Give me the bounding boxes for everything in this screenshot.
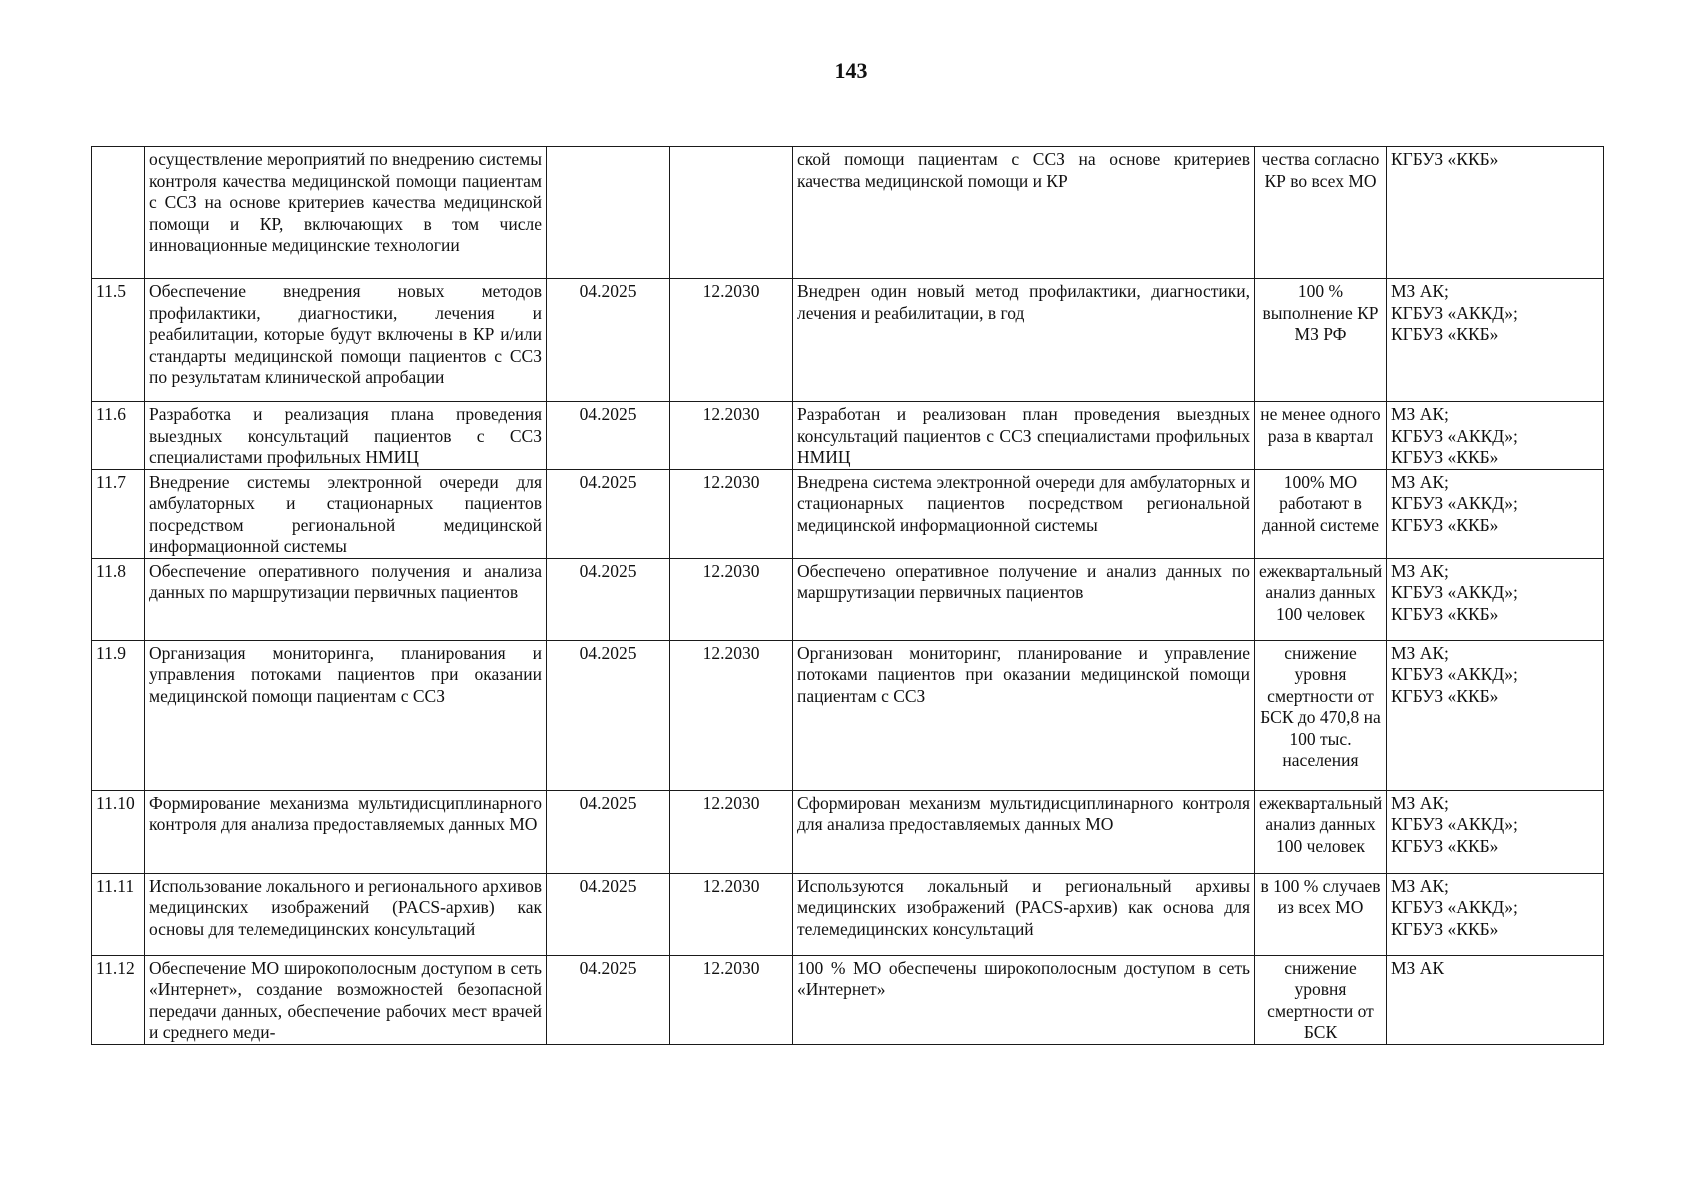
table-row [92,640,1604,790]
end-date: 12.2030 [670,558,793,640]
table-row [92,402,1604,470]
row-number: 11.5 [92,279,145,402]
expected-result: ской помощи пациентам с ССЗ на основе критериев качества медицинской помощи и КР [793,147,1255,279]
table-row [92,873,1604,955]
responsible-organization: КГБУЗ «ККБ» [1391,514,1499,535]
measure-description: Формирование механизма мультидисциплинарного контроля для анализа предоставляемых данных МО [145,790,547,873]
page-number: 143 [834,58,868,83]
responsible-organization: КГБУЗ «АККД»; [1391,493,1518,513]
responsible-organization: МЗ АК; [1391,471,1449,492]
target-indicator: чества согласно КР во всех МО [1255,147,1387,279]
end-date: 12.2030 [670,279,793,402]
responsible-organization: КГБУЗ «АККД»; [1391,897,1518,917]
end-date: 12.2030 [670,790,793,873]
target-indicator: в 100 % случаев из всех МО [1255,873,1387,955]
responsible-organization: КГБУЗ «ККБ» [1391,324,1499,344]
responsible-organization: КГБУЗ «АККД»; [1391,582,1518,602]
target-indicator: 100% МО работают в данной системе [1255,469,1387,558]
responsible-organization: КГБУЗ «ККБ» [1391,603,1499,624]
expected-result: 100 % МО обеспечены широкополосным доступом в сеть «Интернет» [793,955,1255,1044]
row-number [92,147,145,279]
start-date [547,147,670,279]
table-row [92,469,1604,558]
responsible-organization: МЗ АК; [1391,792,1449,813]
row-number: 11.7 [92,469,145,558]
responsible-organization: КГБУЗ «ККБ» [1391,149,1499,169]
row-number: 11.8 [92,558,145,640]
responsible-organizations [1387,640,1604,790]
measure-description: Использование локального и регионального архивов медицинских изображений (PACS-архив) как основы для телемедицинских консультаций [145,873,547,955]
responsible-organization: МЗ АК; [1391,281,1449,301]
responsible-organization: МЗ АК [1391,957,1445,978]
responsible-organization: МЗ АК; [1391,875,1449,896]
measure-description: Организация мониторинга, планирования и управления потоками пациентов при оказании медицинской помощи пациентам с ССЗ [145,640,547,790]
start-date: 04.2025 [547,402,670,470]
expected-result: Организован мониторинг, планирование и управление потоками пациентов при оказании медицинской помощи пациентам с ССЗ [793,640,1255,790]
table-body [92,147,1604,1045]
end-date: 12.2030 [670,955,793,1044]
start-date: 04.2025 [547,558,670,640]
measure-description: Разработка и реализация плана проведения выездных консультаций пациентов с ССЗ специалистами профильных НМИЦ [145,402,547,470]
target-indicator: ежеквартальный анализ данных 100 человек [1255,790,1387,873]
responsible-organization: КГБУЗ «ККБ» [1391,918,1499,939]
responsible-organization: КГБУЗ «ККБ» [1391,447,1499,467]
measure-description: Обеспечение оперативного получения и анализа данных по маршрутизации первичных пациентов [145,558,547,640]
responsible-organizations [1387,790,1604,873]
table-row [92,279,1604,402]
expected-result: Разработан и реализован план проведения выездных консультаций пациентов с ССЗ специалистами профильных НМИЦ [793,402,1255,470]
expected-result: Внедрен один новый метод профилактики, диагностики, лечения и реабилитации, в год [793,279,1255,402]
responsible-organization: КГБУЗ «ККБ» [1391,685,1499,706]
measure-description: Внедрение системы электронной очереди для амбулаторных и стационарных пациентов посредством региональной медицинской информационной системы [145,469,547,558]
expected-result: Сформирован механизм мультидисциплинарного контроля для анализа предоставляемых данных МО [793,790,1255,873]
table-row [92,790,1604,873]
end-date [670,147,793,279]
row-number: 11.6 [92,402,145,470]
start-date: 04.2025 [547,279,670,402]
target-indicator: снижение уровня смертности от БСК до 470,8 на 100 тыс. населения [1255,640,1387,790]
row-number: 11.11 [92,873,145,955]
responsible-organization: КГБУЗ «АККД»; [1391,425,1518,446]
table-row [92,955,1604,1044]
responsible-organizations [1387,469,1604,558]
measure-description: осуществление мероприятий по внедрению системы контроля качества медицинской помощи пациентам с ССЗ на основе критериев качества медицинской помощи и КР, включающих в том числе инновационные медицинские технологии [145,147,547,279]
target-indicator: снижение уровня смертности от БСК [1255,955,1387,1044]
end-date: 12.2030 [670,469,793,558]
row-number: 11.10 [92,790,145,873]
responsible-organization: КГБУЗ «АККД»; [1391,302,1518,323]
responsible-organization: КГБУЗ «АККД»; [1391,814,1518,834]
start-date: 04.2025 [547,469,670,558]
expected-result: Внедрена система электронной очереди для амбулаторных и стационарных пациентов посредством региональной медицинской информационной системы [793,469,1255,558]
responsible-organizations [1387,402,1604,470]
table-row [92,558,1604,640]
responsible-organization: МЗ АК; [1391,560,1449,581]
target-indicator: не менее одного раза в квартал [1255,402,1387,470]
end-date: 12.2030 [670,402,793,470]
action-plan-table [91,146,1604,1045]
responsible-organization: МЗ АК; [1391,642,1449,663]
table-row [92,147,1604,279]
target-indicator: 100 % выполнение КР МЗ РФ [1255,279,1387,402]
responsible-organizations [1387,279,1604,402]
end-date: 12.2030 [670,640,793,790]
responsible-organization: КГБУЗ «ККБ» [1391,835,1499,856]
responsible-organization: МЗ АК; [1391,404,1449,424]
row-number: 11.9 [92,640,145,790]
end-date: 12.2030 [670,873,793,955]
start-date: 04.2025 [547,955,670,1044]
responsible-organizations [1387,873,1604,955]
responsible-organizations [1387,558,1604,640]
start-date: 04.2025 [547,873,670,955]
measure-description: Обеспечение внедрения новых методов профилактики, диагностики, лечения и реабилитации, которые будут включены в КР и/или стандарты медицинской помощи пациентов с ССЗ по результатам клинической апробации [145,279,547,402]
target-indicator: ежеквартальный анализ данных 100 человек [1255,558,1387,640]
expected-result: Обеспечено оперативное получение и анализ данных по маршрутизации первичных пациентов [793,558,1255,640]
measure-description: Обеспечение МО широкополосным доступом в сеть «Интернет», создание возможностей безопасной передачи данных, обеспечение рабочих мест врачей и среднего меди- [145,955,547,1044]
row-number: 11.12 [92,955,145,1044]
responsible-organization: КГБУЗ «АККД»; [1391,664,1518,684]
start-date: 04.2025 [547,790,670,873]
expected-result: Используются локальный и региональный архивы медицинских изображений (PACS-архив) как основа для телемедицинских консультаций [793,873,1255,955]
start-date: 04.2025 [547,640,670,790]
responsible-organizations [1387,955,1604,1044]
responsible-organizations [1387,147,1604,279]
